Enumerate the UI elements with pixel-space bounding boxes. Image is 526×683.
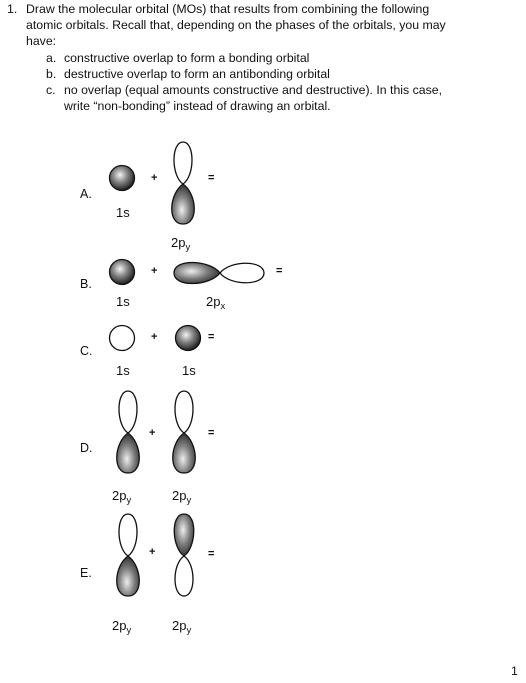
problem-c-letter: C. [80,344,93,358]
problem-e-right-label: $2p_y$ [172,618,192,636]
plus-sign: + [151,172,158,184]
plus-sign: + [151,265,158,277]
question-number: 1. [7,2,18,16]
option-c-letter: c. [46,83,56,97]
s-orbital-shaded-icon [174,324,204,354]
problem-e-letter: E. [80,566,92,580]
equals-sign: = [208,331,215,343]
p-orbital-horizontal-icon [172,256,268,292]
equals-sign: = [208,427,215,439]
problem-c-right-label: 1s [182,363,196,378]
problem-c-left-label: 1s [116,363,130,378]
equals-sign: = [276,265,283,277]
plus-sign: + [151,331,158,343]
s-orbital-shaded-icon [108,258,138,288]
plus-sign: + [149,427,156,439]
problem-a-letter: A. [80,187,92,201]
problem-d-left-label: $2p_y$ [112,488,132,506]
option-c-text-2: write “non-bonding” instead of drawing an orbital. [64,99,331,113]
s-orbital-shaded-icon [108,164,138,194]
problem-a-right-label: $2p_y$ [171,235,191,253]
problem-e-left-label: $2p_y$ [112,618,132,636]
problem-d-right-label: $2p_y$ [172,488,192,506]
equals-sign: = [208,172,215,184]
plus-sign: + [149,546,156,558]
option-a-letter: a. [46,51,57,65]
question-line-1: Draw the molecular orbital (MOs) that results from combining the following [26,2,430,16]
problem-b-right-label: $2p_x$ [206,294,226,312]
option-a-text: constructive overlap to form a bonding orbital [64,51,310,65]
question-line-2: atomic orbitals. Recall that, depending on the phases of the orbitals, you may [26,18,446,32]
option-b-text: destructive overlap to form an antibonding orbital [64,67,330,81]
p-orbital-vertical-icon [166,389,202,477]
problem-a-left-label: 1s [116,205,130,220]
page-number: 1 [511,664,518,678]
problem-b-left-label: 1s [116,294,130,309]
option-c-text-1: no overlap (equal amounts constructive and destructive). In this case, [64,83,442,97]
p-orbital-vertical-icon [110,389,146,477]
p-orbital-vertical-icon [110,512,146,600]
p-orbital-vertical-icon [165,140,201,228]
question-line-3: have: [26,34,57,48]
option-b-letter: b. [46,67,57,81]
problem-b-letter: B. [80,277,92,291]
p-orbital-vertical-inverted-icon [166,512,202,600]
problem-d-letter: D. [80,441,93,455]
s-orbital-unshaded-icon [108,324,138,354]
equals-sign: = [208,548,215,560]
